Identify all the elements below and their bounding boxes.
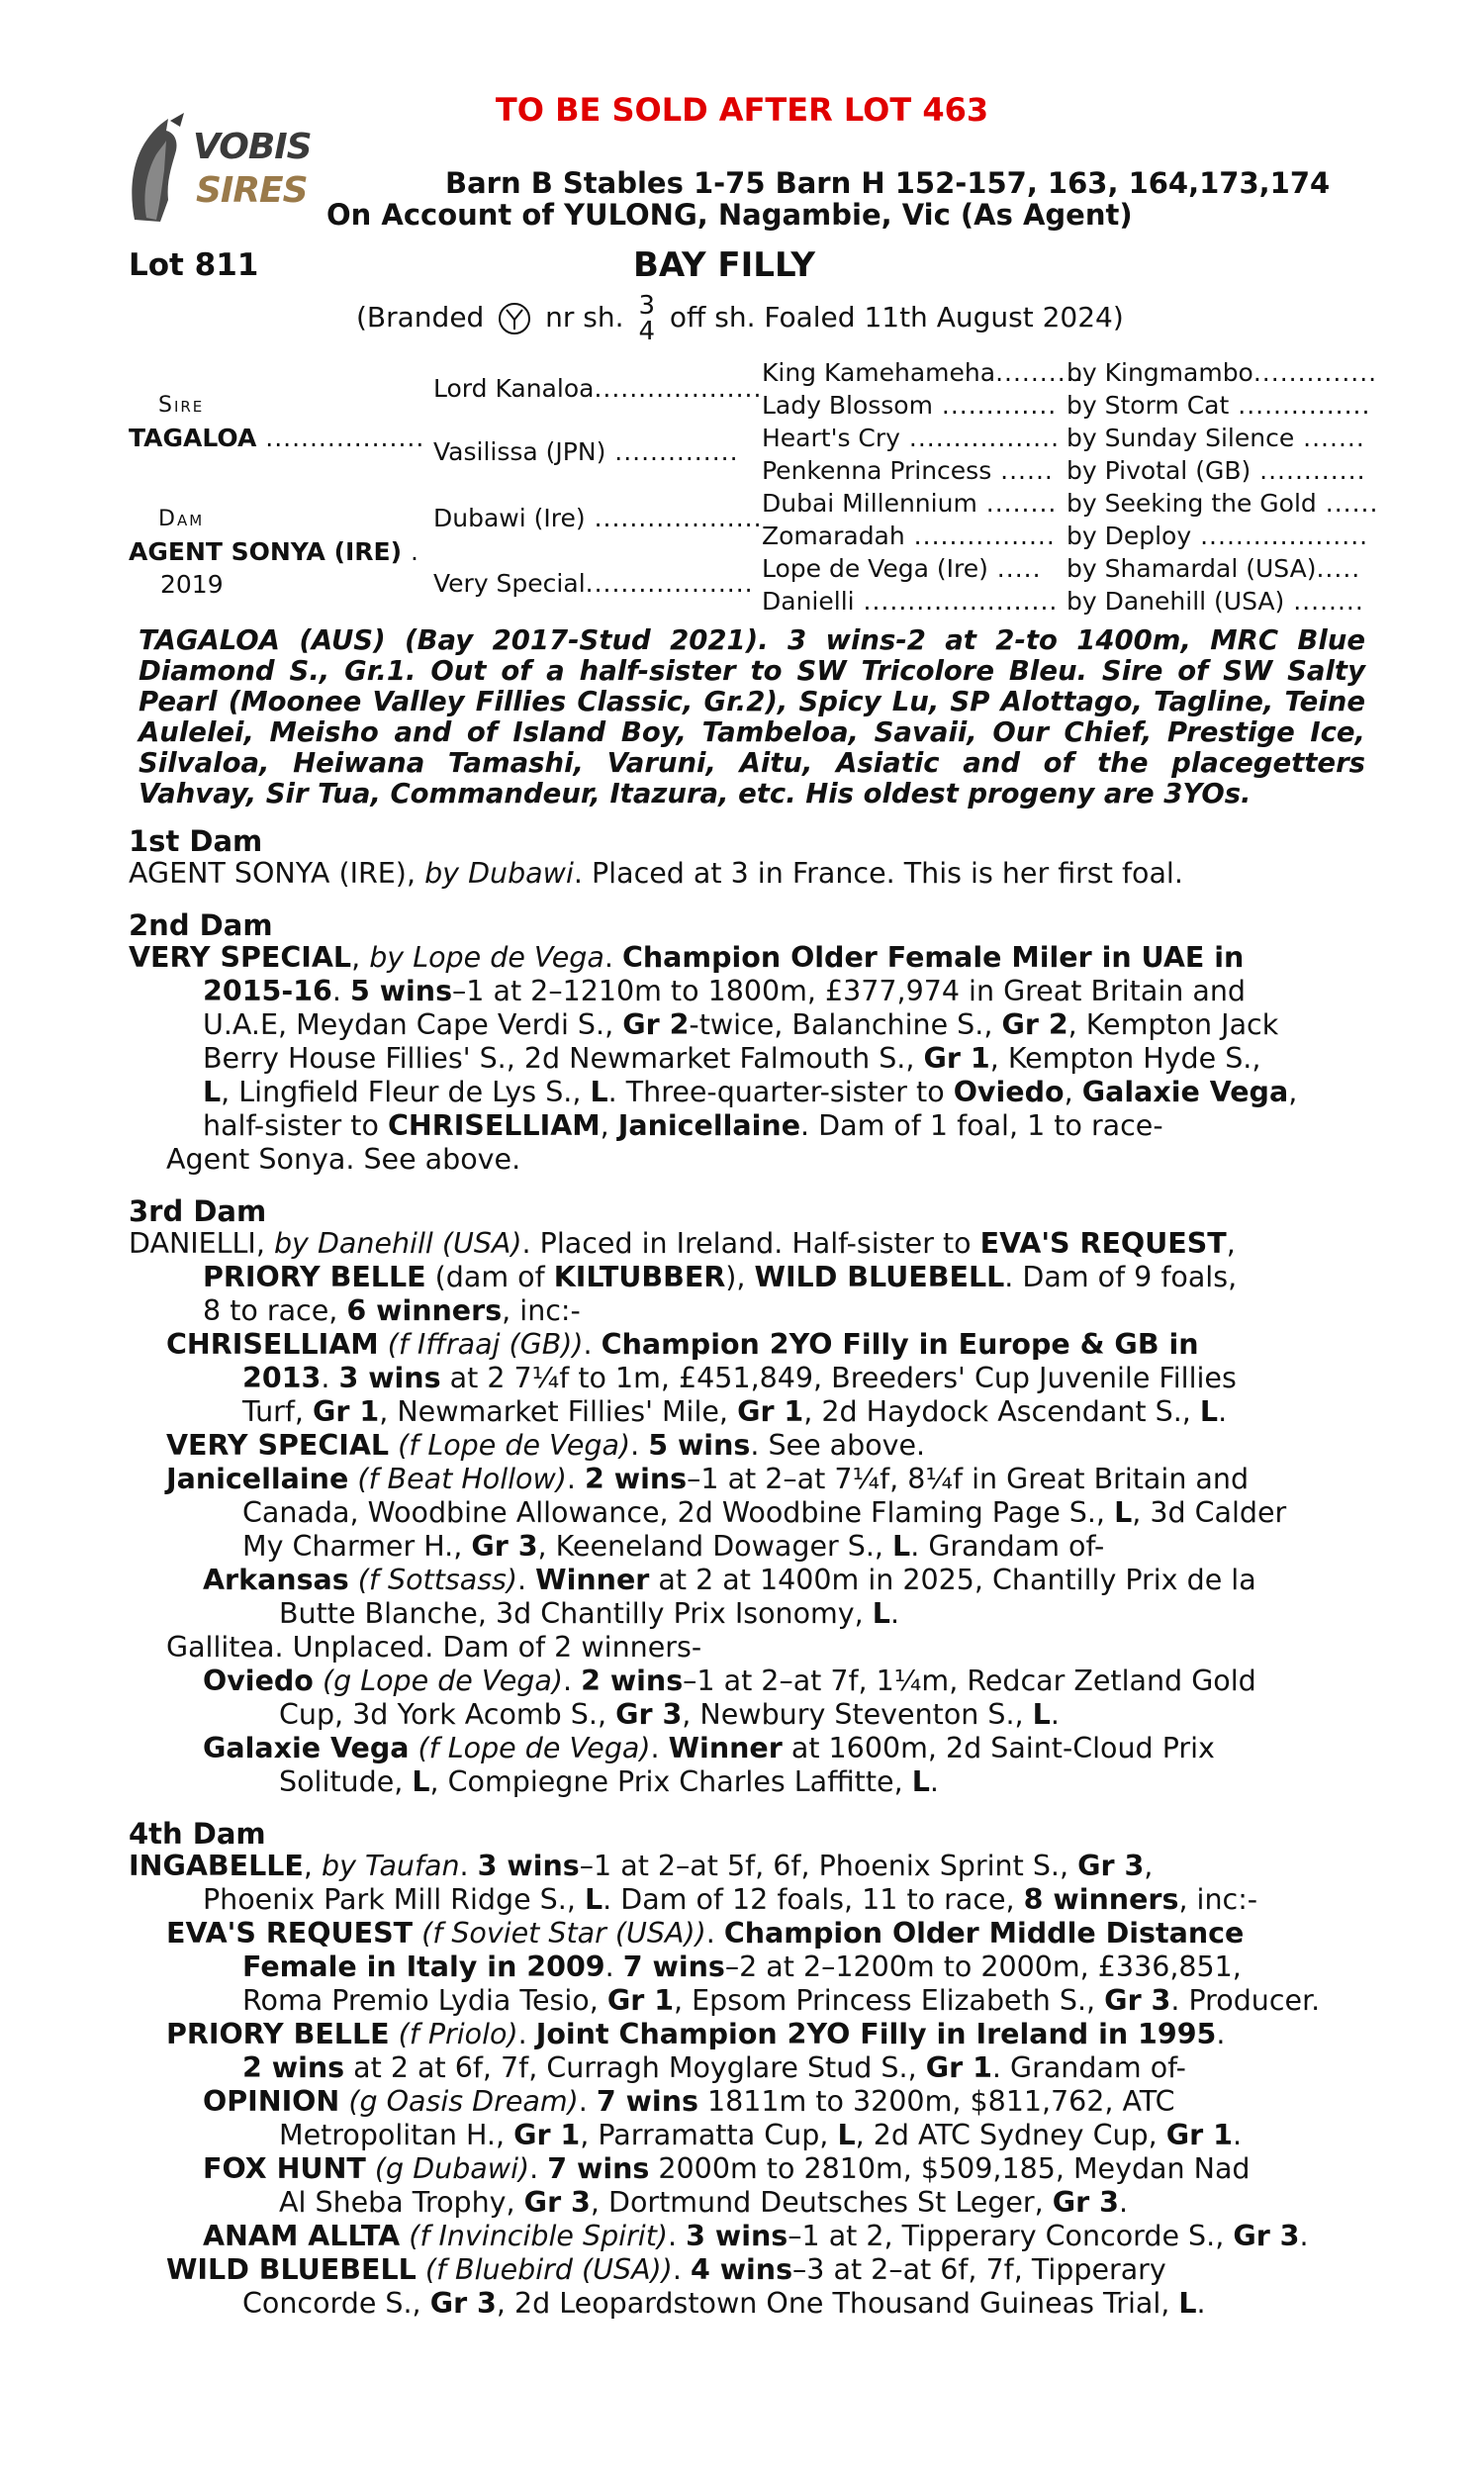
dam4-line: 2 wins at 2 at 6f, 7f, Curragh Moyglare Stud S., Gr 1. Grandam of- <box>242 2051 1186 2084</box>
sire-name: TAGALOA .................. <box>129 424 425 452</box>
pedigree-gen3-item: King Kamehameha.......... <box>762 358 1084 387</box>
dam3-line: 2013. 3 wins at 2 7¼f to 1m, £451,849, Breeders' Cup Juvenile Fillies <box>242 1362 1237 1394</box>
dam4-line: Phoenix Park Mill Ridge S., L. Dam of 12 foals, 11 to race, 8 winners, inc:- <box>203 1883 1258 1916</box>
dam1-line: AGENT SONYA (IRE), by Dubawi. Placed at 3 in France. This is her first foal. <box>129 857 1183 890</box>
dam4-line: WILD BLUEBELL (f Bluebird (USA)). 4 wins–3 at 2–at 6f, 7f, Tipperary <box>166 2253 1166 2286</box>
pedigree-gen3-item: Dubai Millennium ........ <box>762 489 1058 518</box>
section-heading-1st-dam: 1st Dam <box>129 824 263 858</box>
horse-head-icon <box>132 113 184 222</box>
pedigree-gen3-sire: by Shamardal (USA)..... <box>1067 554 1361 583</box>
barn-location: Barn B Stables 1-75 Barn H 152-157, 163, 164,173,174 <box>445 166 1331 200</box>
dam3-line: Solitude, L, Compiegne Prix Charles Laffitte, L. <box>279 1765 939 1798</box>
lot-number: Lot 811 <box>129 247 259 283</box>
pedigree-gen3-sire: by Sunday Silence ....... <box>1067 424 1365 452</box>
dam-name: AGENT SONYA (IRE) . <box>129 537 419 566</box>
dam-label: Dam <box>158 507 205 531</box>
section-heading-4th-dam: 4th Dam <box>129 1817 266 1851</box>
dam2-line: VERY SPECIAL, by Lope de Vega. Champion Older Female Miler in UAE in <box>129 941 1245 974</box>
pedigree-gen3-item: Heart's Cry ................. <box>762 424 1061 452</box>
dam4-line: Al Sheba Trophy, Gr 3, Dortmund Deutsches St Leger, Gr 3. <box>279 2186 1129 2219</box>
logo-text-vobis: VOBIS <box>193 127 312 167</box>
pedigree-gen3-sire: by Kingmambo.............. <box>1067 358 1378 387</box>
dam3-line: Butte Blanche, 3d Chantilly Prix Isonomy, L. <box>279 1597 899 1630</box>
pedigree-gen3-sire: by Pivotal (GB) ............ <box>1067 456 1366 485</box>
pedigree-gen3-item: Lady Blossom ............. <box>762 391 1058 420</box>
sale-notice: TO BE SOLD AFTER LOT 463 <box>495 91 989 129</box>
dam3-line: Arkansas (f Sottsass). Winner at 2 at 1400m in 2025, Chantilly Prix de la <box>203 1564 1256 1596</box>
brand-symbol-icon <box>497 301 532 336</box>
dam4-line: PRIORY BELLE (f Priolo). Joint Champion 2YO Filly in Ireland in 1995. <box>166 2018 1226 2050</box>
dam3-line: Canada, Woodbine Allowance, 2d Woodbine Flaming Page S., L, 3d Calder <box>242 1496 1287 1529</box>
pedigree-gen2-item: Very Special................... <box>433 569 754 598</box>
pedigree-gen2-item: Vasilissa (JPN) .............. <box>433 437 739 466</box>
section-heading-2nd-dam: 2nd Dam <box>129 908 273 942</box>
dam3-line: PRIORY BELLE (dam of KILTUBBER), WILD BLUEBELL. Dam of 9 foals, <box>203 1261 1238 1293</box>
dam4-line: ANAM ALLTA (f Invincible Spirit). 3 wins–1 at 2, Tipperary Concorde S., Gr 3. <box>203 2220 1309 2252</box>
dam4-line: EVA'S REQUEST (f Soviet Star (USA)). Champion Older Middle Distance <box>166 1917 1245 1950</box>
pedigree-gen3-item: Lope de Vega (Ire) ..... <box>762 554 1042 583</box>
pedigree-gen3-item: Danielli ...................... <box>762 587 1059 616</box>
logo-text-sires: SIRES <box>196 170 308 211</box>
dam-year: 2019 <box>160 570 224 599</box>
pedigree-gen3-sire: by Danehill (USA) ........ <box>1067 587 1364 616</box>
vendor-account: On Account of YULONG, Nagambie, Vic (As Agent) <box>326 198 1133 232</box>
pedigree-gen3-item: Penkenna Princess ...... <box>762 456 1054 485</box>
dam2-line: half-sister to CHRISELLIAM, Janicellaine. Dam of 1 foal, 1 to race- <box>203 1109 1163 1142</box>
pedigree-gen3-sire: by Seeking the Gold ...... <box>1067 489 1379 518</box>
pedigree-gen2-item: Lord Kanaloa................... <box>433 374 763 403</box>
dam3-line: Janicellaine (f Beat Hollow). 2 wins–1 at 2–at 7¼f, 8¼f in Great Britain and <box>166 1463 1250 1495</box>
dam4-line: OPINION (g Oasis Dream). 7 wins 1811m to 3200m, $811,762, ATC <box>203 2085 1175 2118</box>
dam3-line: Galaxie Vega (f Lope de Vega). Winner at 1600m, 2d Saint-Cloud Prix <box>203 1732 1215 1764</box>
dam3-line: Gallitea. Unplaced. Dam of 2 winners- <box>166 1631 702 1664</box>
dam4-line: Roma Premio Lydia Tesio, Gr 1, Epsom Princess Elizabeth S., Gr 3. Producer. <box>242 1984 1321 2017</box>
pedigree-gen3-sire: by Deploy ................... <box>1067 522 1369 550</box>
dam3-line: CHRISELLIAM (f Iffraaj (GB)). Champion 2YO Filly in Europe & GB in <box>166 1328 1199 1361</box>
dam4-line: INGABELLE, by Taufan. 3 wins–1 at 2–at 5f, 6f, Phoenix Sprint S., Gr 3, <box>129 1850 1154 1882</box>
pedigree-gen3-item: Zomaradah ................ <box>762 522 1056 550</box>
dam4-line: Concorde S., Gr 3, 2d Leopardstown One Thousand Guineas Trial, L. <box>242 2287 1206 2320</box>
section-heading-3rd-dam: 3rd Dam <box>129 1194 267 1228</box>
sire-summary: TAGALOA (AUS) (Bay 2017-Stud 2021). 3 wins-2 at 2-to 1400m, MRC Blue Diamond S., Gr.1. Out of a half-sister to SW Tricolore Bleu. Sire of SW Salty Pearl (Moonee Valley Fillies Classic, Gr.2), Spicy Lu, SP Alottago, Tagline, Teine Aulelei, Meisho and of Island Boy, Tambeloa, Savaii, Our Chief, Prestige Ice, Silvaloa, Heiwana Tamashi, Varuni, Aitu, Asiatic and of the placegetters Vahvay, Sir Tua, Commandeur, Itazura, etc. His oldest progeny are 3YOs. <box>139 624 1365 809</box>
sire-label: Sire <box>158 393 205 418</box>
dam3-line: Oviedo (g Lope de Vega). 2 wins–1 at 2–at 7f, 1¼m, Redcar Zetland Gold <box>203 1665 1256 1697</box>
dam4-line: Female in Italy in 2009. 7 wins–2 at 2–1200m to 2000m, £336,851, <box>242 1951 1242 1983</box>
dam3-line: Cup, 3d York Acomb S., Gr 3, Newbury Steventon S., L. <box>279 1698 1060 1731</box>
dam4-line: FOX HUNT (g Dubawi). 7 wins 2000m to 2810m, $509,185, Meydan Nad <box>203 2152 1251 2185</box>
dam2-line: Berry House Fillies' S., 2d Newmarket Falmouth S., Gr 1, Kempton Hyde S., <box>203 1042 1261 1075</box>
dam3-line: Turf, Gr 1, Newmarket Fillies' Mile, Gr 1, 2d Haydock Ascendant S., L. <box>242 1395 1228 1428</box>
dam4-line: Metropolitan H., Gr 1, Parramatta Cup, L, 2d ATC Sydney Cup, Gr 1. <box>279 2119 1243 2151</box>
dam2-line: Agent Sonya. See above. <box>166 1143 521 1176</box>
brand-line: (Branded nr sh. 3 4 off sh. Foaled 11th August 2024) <box>356 291 1124 346</box>
dam2-line: 2015-16. 5 wins–1 at 2–1210m to 1800m, £377,974 in Great Britain and <box>203 975 1246 1007</box>
dam2-line: L, Lingfield Fleur de Lys S., L. Three-quarter-sister to Oviedo, Galaxie Vega, <box>203 1076 1298 1108</box>
dam3-line: 8 to race, 6 winners, inc:- <box>203 1294 581 1327</box>
dam3-line: My Charmer H., Gr 3, Keeneland Dowager S., L. Grandam of- <box>242 1530 1105 1563</box>
dam2-line: U.A.E, Meydan Cape Verdi S., Gr 2-twice, Balanchine S., Gr 2, Kempton Jack <box>203 1008 1279 1041</box>
brand-fraction: 3 4 <box>638 291 655 346</box>
pedigree-gen3-sire: by Storm Cat ............... <box>1067 391 1371 420</box>
dam3-line: VERY SPECIAL (f Lope de Vega). 5 wins. See above. <box>166 1429 926 1462</box>
pedigree-gen2-item: Dubawi (Ire) ................... <box>433 504 763 532</box>
lot-description: BAY FILLY <box>633 245 815 285</box>
dam3-line: DANIELLI, by Danehill (USA). Placed in Ireland. Half-sister to EVA'S REQUEST, <box>129 1227 1236 1260</box>
